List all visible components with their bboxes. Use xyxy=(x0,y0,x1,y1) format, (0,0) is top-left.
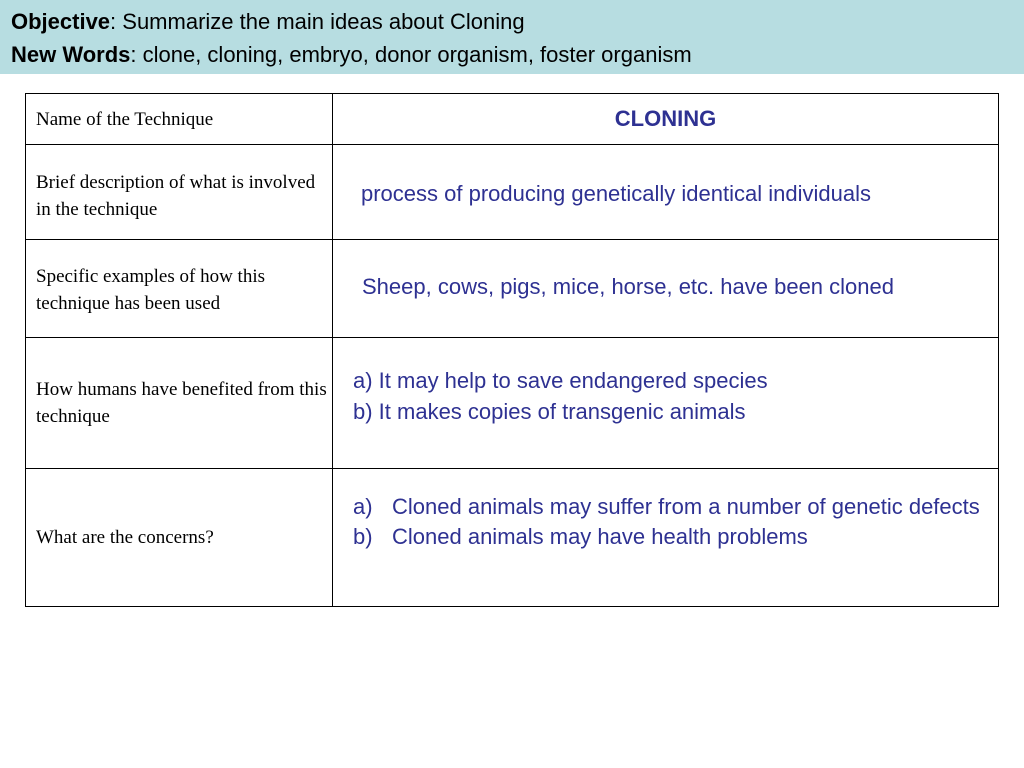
row-label: Name of the Technique xyxy=(26,94,333,145)
objective-line xyxy=(11,9,525,35)
row-label: Specific examples of how this technique has been used xyxy=(26,240,333,338)
list-marker: b) xyxy=(353,524,373,549)
list-item: b) It makes copies of transgenic animals xyxy=(353,399,746,424)
technique-name: CLONING xyxy=(333,94,999,145)
list-marker: a) xyxy=(353,494,373,519)
concerns-list xyxy=(353,492,998,552)
objective-label: Objective xyxy=(11,9,111,34)
row-label: What are the concerns? xyxy=(26,469,333,607)
objective-text: : Summarize the main ideas about Cloning xyxy=(110,9,525,34)
benefits-cell xyxy=(333,338,999,469)
table-row xyxy=(26,338,999,469)
concerns-cell xyxy=(333,469,999,607)
objective-header xyxy=(0,0,1024,74)
examples-value: Sheep, cows, pigs, mice, horse, etc. have been cloned xyxy=(333,240,999,338)
new-words-label: New Words xyxy=(11,42,131,67)
list-item xyxy=(353,522,998,552)
row-label: How humans have benefited from this technique xyxy=(26,338,333,469)
table-row xyxy=(26,94,999,145)
list-text: Cloned animals may have health problems xyxy=(392,524,808,549)
description-value: process of producing genetically identical individuals xyxy=(333,145,999,240)
cloning-table xyxy=(25,93,999,607)
table-row xyxy=(26,469,999,607)
list-text: Cloned animals may suffer from a number of genetic defects xyxy=(392,494,980,519)
table-row xyxy=(26,145,999,240)
table-row xyxy=(26,240,999,338)
list-item: a) It may help to save endangered species xyxy=(353,368,768,393)
new-words-text: : clone, cloning, embryo, donor organism, foster organism xyxy=(130,42,692,67)
list-item xyxy=(353,492,998,522)
row-label: Brief description of what is involved in the technique xyxy=(26,145,333,240)
benefits-list xyxy=(353,365,998,427)
new-words-line xyxy=(11,42,692,68)
